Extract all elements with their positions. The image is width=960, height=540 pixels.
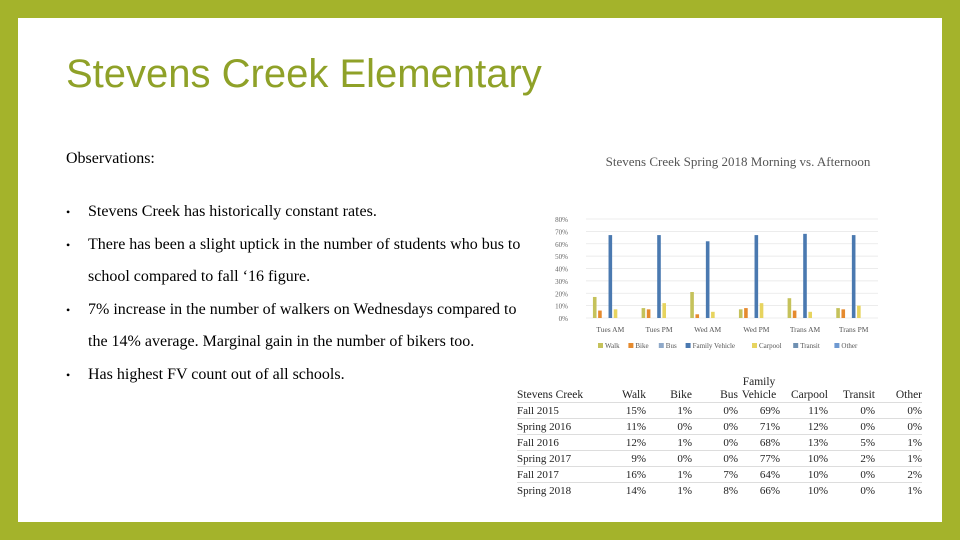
legend-swatch xyxy=(793,343,798,348)
table-row xyxy=(517,451,922,467)
y-tick-label: 0% xyxy=(558,315,568,323)
x-tick-label: Wed AM xyxy=(694,325,722,334)
slide xyxy=(18,18,942,522)
table-header-bike: Bike xyxy=(670,389,692,401)
legend-swatch xyxy=(659,343,664,348)
legend-label: Walk xyxy=(605,342,620,350)
table-header-carpool: Carpool xyxy=(790,389,828,401)
table-cell: 1% xyxy=(677,468,692,481)
table-cell: 1% xyxy=(907,452,922,465)
bullet-item: • There has been a slight uptick in the number of students who bus to school compared to fall ‘16 figure. xyxy=(66,229,536,294)
table-cell: 77% xyxy=(759,452,780,465)
table-cell: Spring 2018 xyxy=(517,484,572,497)
table-cell: 12% xyxy=(807,420,828,433)
bar xyxy=(755,235,759,318)
table-cell: 8% xyxy=(723,484,738,497)
observations-list xyxy=(66,196,536,391)
table-cell: 1% xyxy=(907,436,922,449)
bar xyxy=(793,311,797,318)
bar xyxy=(690,292,694,318)
bar xyxy=(657,235,661,318)
bullet-item: • 7% increase in the number of walkers on Wednesdays compared to the 14% average. Marginal gain in the number of bikers too. xyxy=(66,294,536,359)
y-tick-label: 80% xyxy=(555,216,568,224)
table-cell: 0% xyxy=(860,420,875,433)
legend-label: Bus xyxy=(665,342,677,350)
table-row xyxy=(517,403,922,419)
table-cell: 1% xyxy=(677,484,692,497)
y-tick-label: 40% xyxy=(555,265,568,274)
table-cell: 10% xyxy=(807,484,828,497)
table-cell: 12% xyxy=(625,436,646,449)
table-cell: 69% xyxy=(759,404,780,417)
y-tick-label: 50% xyxy=(555,253,568,262)
bullet-item: • Has highest FV count out of all schools. xyxy=(66,359,536,392)
table-cell: 13% xyxy=(807,436,828,449)
bar xyxy=(706,241,710,318)
table-header-other: Other xyxy=(895,389,922,401)
table-header-school: Stevens Creek xyxy=(517,389,584,401)
table-header-row xyxy=(517,376,922,403)
bar-chart xyxy=(538,198,888,358)
table-header-transit: Transit xyxy=(842,389,875,401)
table-cell: Fall 2015 xyxy=(517,404,559,417)
table-cell: 0% xyxy=(723,436,738,449)
table-cell: Fall 2016 xyxy=(517,436,559,449)
y-tick-label: 10% xyxy=(555,302,568,311)
table-cell: 1% xyxy=(907,484,922,497)
observations-heading: Observations: xyxy=(66,150,155,167)
bar xyxy=(593,297,597,318)
y-tick-label: 70% xyxy=(555,228,568,237)
legend-swatch xyxy=(598,343,603,348)
legend-label: Carpool xyxy=(759,342,782,350)
x-tick-label: Tues AM xyxy=(596,325,625,334)
chart-title: Stevens Creek Spring 2018 Morning vs. Afternoon xyxy=(605,154,871,169)
table-cell: 0% xyxy=(907,404,922,417)
table-row xyxy=(517,483,922,499)
y-tick-label: 30% xyxy=(555,277,568,286)
table-cell: 0% xyxy=(723,404,738,417)
bar xyxy=(614,309,618,318)
bar xyxy=(841,309,845,318)
table-cell: 1% xyxy=(677,404,692,417)
x-tick-label: Tues PM xyxy=(645,325,673,334)
bar xyxy=(642,308,646,318)
bar xyxy=(695,314,699,318)
table-cell: 0% xyxy=(860,468,875,481)
bar xyxy=(836,308,840,318)
table-cell: 5% xyxy=(860,436,875,449)
table-header-bus: Bus xyxy=(720,389,738,401)
y-tick-label: 20% xyxy=(555,290,568,299)
mode-share-table xyxy=(517,376,922,498)
table-cell: 7% xyxy=(723,468,738,481)
table-cell: 64% xyxy=(759,468,780,481)
table-cell: 1% xyxy=(677,436,692,449)
legend-swatch xyxy=(628,343,633,348)
table-cell: 11% xyxy=(808,404,828,417)
table-row xyxy=(517,467,922,483)
legend-label: Transit xyxy=(800,342,820,350)
bar xyxy=(744,308,748,318)
bar xyxy=(808,312,812,318)
table-cell: Spring 2017 xyxy=(517,452,572,465)
table-cell: 0% xyxy=(860,404,875,417)
table-cell: 0% xyxy=(723,452,738,465)
legend-swatch xyxy=(686,343,691,348)
table-cell: Fall 2017 xyxy=(517,468,559,481)
table-cell: Spring 2016 xyxy=(517,420,572,433)
bar xyxy=(803,234,807,318)
legend-label: Family Vehicle xyxy=(692,342,736,350)
slide-title: Stevens Creek Elementary xyxy=(66,52,542,96)
table-cell: 2% xyxy=(860,452,875,465)
table-cell: 0% xyxy=(907,420,922,433)
bar xyxy=(760,303,764,318)
table-cell: 0% xyxy=(860,484,875,497)
x-tick-label: Wed PM xyxy=(743,325,770,334)
x-tick-label: Trans AM xyxy=(789,325,821,334)
table-cell: 10% xyxy=(807,468,828,481)
table-cell: 0% xyxy=(677,420,692,433)
table-row xyxy=(517,435,922,451)
table-cell: 0% xyxy=(677,452,692,465)
legend-swatch xyxy=(752,343,757,348)
table-cell: 14% xyxy=(625,484,646,497)
x-tick-label: Trans PM xyxy=(838,325,869,334)
table-cell: 16% xyxy=(625,468,646,481)
bar xyxy=(711,312,715,318)
table-cell: 2% xyxy=(907,468,922,481)
legend-swatch xyxy=(834,343,839,348)
legend-label: Other xyxy=(841,342,858,350)
table-cell: 66% xyxy=(759,484,780,497)
bar xyxy=(598,311,602,318)
table-header-family-vehicle: Family Vehicle xyxy=(741,376,777,401)
legend-label: Bike xyxy=(635,342,649,350)
bar xyxy=(788,298,792,318)
bar xyxy=(662,303,666,318)
y-tick-label: 60% xyxy=(555,240,568,249)
bar xyxy=(609,235,613,318)
table-cell: 15% xyxy=(625,404,646,417)
bullet-item: • Stevens Creek has historically constant rates. xyxy=(66,196,536,229)
bar xyxy=(739,309,743,318)
bar xyxy=(647,309,651,318)
bar xyxy=(852,235,856,318)
table-cell: 71% xyxy=(759,420,780,433)
table-cell: 9% xyxy=(631,452,646,465)
table-cell: 11% xyxy=(626,420,646,433)
table-cell: 0% xyxy=(723,420,738,433)
table-header-walk: Walk xyxy=(622,389,646,401)
table-cell: 68% xyxy=(759,436,780,449)
bar xyxy=(857,306,861,318)
table-row xyxy=(517,419,922,435)
table-cell: 10% xyxy=(807,452,828,465)
